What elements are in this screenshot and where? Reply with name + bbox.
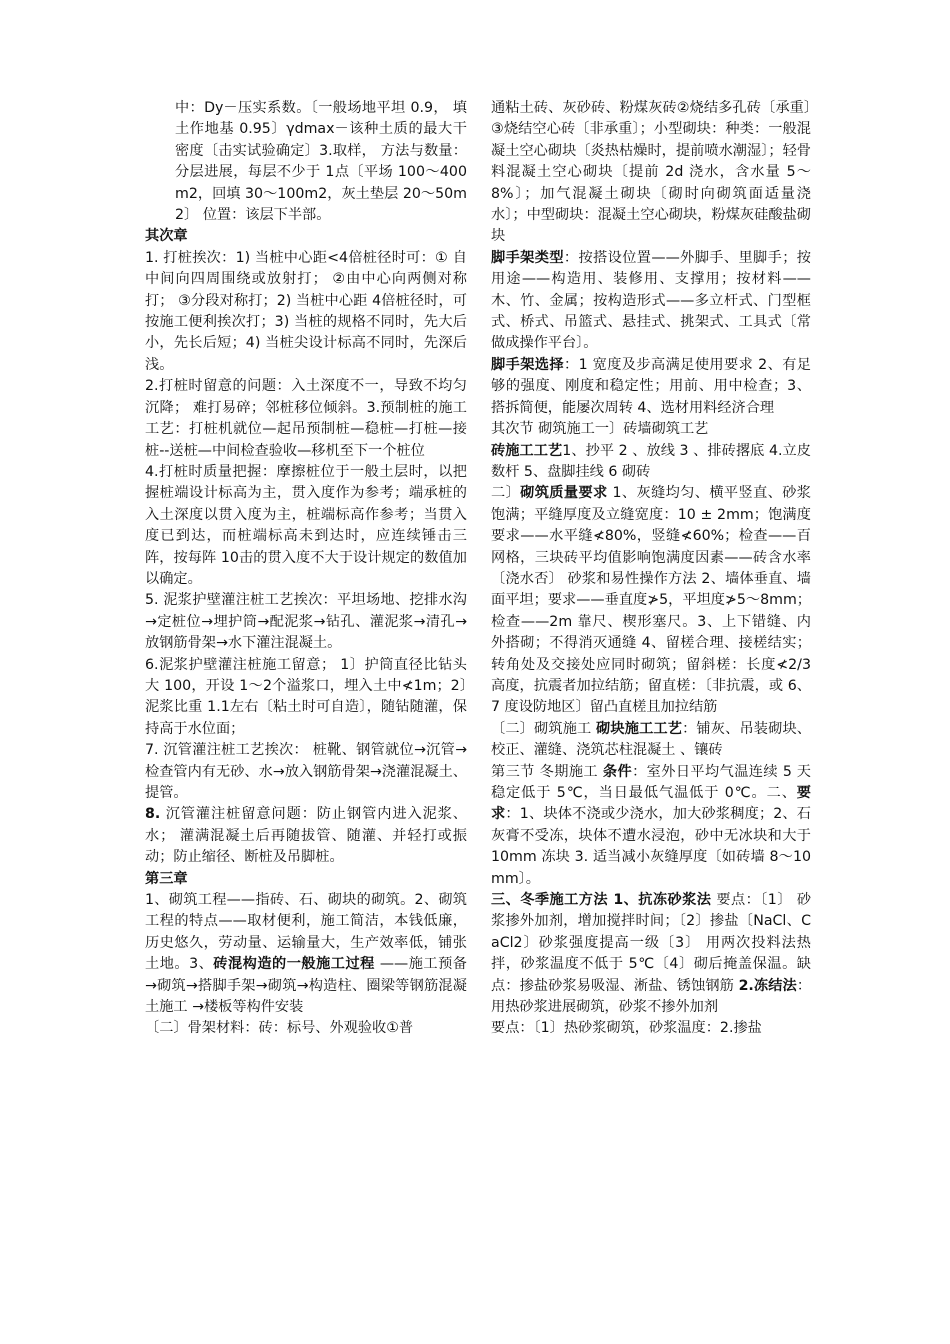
chapter-2-heading: 其次章: [145, 228, 188, 245]
scaffold-types-paragraph: [491, 248, 811, 355]
brick-process-text: 1、抄平 2 、放线 3 、排砖撂底 4.立皮数杆 5、盘脚挂线 6 砌砖: [491, 442, 811, 480]
chapter-3-heading: 第三章: [145, 870, 188, 887]
winter-requirements-text: ：1、块体不浇或少浇水，加大砂浆稠度；2、石灰膏不受冻，块体不遭水浸泡，砂中无冰块和大于 10mm 冻块 3. 适当减小灰缝厚度〔如砖墙 8～10mm〕。: [491, 806, 811, 887]
compaction-paragraph: 中：Dy－压实系数。〔一般场地平坦 0.9， 填土作地基 0.95〕γdmax－该种土质的最大干密度〔击实试验确定〕3.取样， 方法与数量：分层进展，每层不少于 1点〔平场 100～400m2，回填 30～100m2，灰土垫层 20～50m2〕 位置：该层下半部。: [175, 100, 467, 224]
scaffold-types-title: 脚手架类型: [491, 249, 564, 266]
masonry-process-title: 砖混构造的一般施工过程: [213, 956, 375, 973]
tube-pile-notes-paragraph: [145, 804, 467, 868]
winter-methods-title: 三、冬季施工方法 1、抗冻砂浆法: [491, 892, 712, 909]
tube-pile-notes-number: 8.: [145, 806, 161, 823]
pile-driving-issues-paragraph: 2.打桩时留意的问题：入土深度不一，导致不均匀沉降； 难打易碎；邻桩移位倾斜。3.预制桩的施工工艺：打桩机就位—起吊预制桩—稳桩—打桩—接桩--送桩—中间检查验收—移机至下一个桩位: [145, 378, 467, 459]
antifreeze-mortar-text: 要点：〔1〕 砂浆掺外加剂，增加搅拌时间；〔2〕掺盐〔NaCl、CaCl2〕砂浆强度提高一级〔3〕 用两次投料法热拌，砂浆温度不低于 5℃〔4〕砌后掩盖保温。缺点：掺盐砂浆易吸湿、淅盐、锈蚀钢筋: [491, 892, 812, 994]
freezing-method-points-paragraph: 要点：〔1〕热砂浆砌筑，砂浆温度：2.掺盐: [491, 1020, 762, 1037]
brick-process-title: 砖施工工艺: [491, 442, 563, 459]
tube-pile-notes-text: 沉管灌注桩留意问题：防止钢管内进入泥浆、水； 灌满混凝土后再随拔管、随灌、并轻打或振动；防止缩径、断桩及吊脚桩。: [145, 806, 467, 866]
slurry-pile-process-paragraph: 5. 泥浆护壁灌注桩工艺挨次：平坦场地、挖排水沟→定桩位→埋护筒→配泥浆→钻孔、灌泥浆→清孔→放钢筋骨架→水下灌注混凝土。: [145, 592, 467, 652]
winter-methods-paragraph: [491, 890, 811, 1018]
block-process-title: 砌块施工工艺: [596, 720, 683, 737]
masonry-intro-paragraph: [145, 890, 467, 1018]
winter-section-prefix: 第三节 冬期施工: [491, 763, 603, 780]
winter-construction-paragraph: [491, 762, 811, 890]
pile-driving-order-paragraph: 1. 打桩挨次：1) 当桩中心距<4倍桩径时可：① 自中间向四周围绕或放射打； ②由中心向两侧对称打； ③分段对称打；2) 当桩中心距 4倍桩径时，可按施工便利挨次打；3) 当桩的规格不同时，先大后小，先长后短；4) 当桩尖设计标高不同时，先深后浅。: [145, 249, 467, 373]
brick-process-paragraph: [491, 441, 811, 484]
frame-materials-paragraph: 〔二〕骨架材料：砖：标号、外观验收①普: [145, 1020, 414, 1037]
freezing-method-text: ：用热砂浆进展砌筑，砂浆不掺外加剂: [491, 977, 812, 1016]
winter-conditions-title: 条件: [602, 763, 633, 780]
section-2-heading: 其次节 砌筑施工一〕砖墙砌筑工艺: [491, 421, 709, 438]
masonry-quality-text: 1、灰缝均匀、横平竖直、砂浆饱满；平缝厚度及立缝宽度：10 ± 2mm；饱满度要求——水平缝≮80%，竖缝≮60%；检查——百网格，三块砖平均值影响饱满度因素——砖含水率〔浇水否〕 砂浆和易性操作方法 2、墙体垂直、墙面平坦；要求——垂直度≯5，平坦度≯5～8mm； 检查——2m 靠尺、楔形塞尺。3、上下错缝、内外搭砌；不得消灭通缝 4、留槎合理、接槎结实；转角处及交接处应同时砌筑；留斜槎：长度≮2/3 高度，抗震者加拉结筋；留直槎：〔非抗震，或 6、7 度设防地区〕留凸直槎且加拉结筋: [491, 485, 811, 716]
freezing-method-title: 2.冻结法: [738, 977, 797, 994]
slurry-pile-notes-paragraph: 6.泥浆护壁灌注桩施工留意； 1〕护筒直径比钻头大 100，开设 1～2个溢浆口，埋入土中≮1m；2〕泥浆比重 1.1左右〔粘土时可自造〕，随钻随灌，保持高于水位面；: [145, 656, 467, 737]
right-column: [491, 98, 811, 1040]
masonry-quality-paragraph: [491, 483, 811, 718]
masonry-quality-title: 砌筑质量要求: [520, 485, 608, 502]
left-column: [145, 98, 467, 1040]
masonry-quality-prefix: 二〕: [491, 485, 521, 502]
scaffold-selection-text: ：1 宽度及步高满足使用要求 2、有足够的强度、刚度和稳定性；用前、用中检查；3、搭拆简便，能屡次周转 4、选材用料经济合理: [491, 356, 811, 416]
masonry-intro-text: 1、砌筑工程——指砖、石、砌块的砌筑。2、砌筑工程的特点——取材便利，施工简洁，本钱低廉，历史悠久，劳动量、运输量大，生产效率低，铺张土地。3、: [145, 892, 467, 973]
block-process-paragraph: [491, 719, 811, 762]
winter-requirements-title: 要求: [491, 785, 811, 823]
scaffold-selection-title: 脚手架选择: [491, 356, 565, 373]
block-process-text: ：铺灰、吊装砌块、校正、灌缝、浇筑芯柱混凝土 、镶砖: [491, 720, 811, 759]
tube-pile-process-paragraph: 7. 沉管灌注桩工艺挨次： 桩靴、钢管就位→沉管→检查管内有无砂、水→放入钢筋骨架→浇灌混凝土、提管。: [145, 742, 467, 801]
masonry-process-text: ——施工预备→砌筑→搭脚手架→砌筑→构造柱、圈梁等钢筋混凝土施工 →楼板等构件安装: [145, 956, 467, 1016]
scaffold-selection-paragraph: [491, 355, 811, 419]
scaffold-types-text: ：按搭设位置——外脚手、里脚手；按用途——构造用、装修用、支撑用；按材料——木、竹、金属；按构造形式——多立杆式、门型框式、桥式、吊篮式、悬挂式、挑架式、工具式〔常做成操作平台〕。: [491, 249, 811, 352]
brick-types-paragraph: 通粘土砖、灰砂砖、粉煤灰砖②烧结多孔砖〔承重〕③烧结空心砖〔非承重〕；小型砌块：种类：一般混凝土空心砌块〔炎热枯燥时，提前喷水潮湿〕；轻骨料混凝土空心砌块〔提前 2d 浇水，含水量 5～8%〕；加气混凝土砌块〔砌时向砌筑面适量浇水〕；中型砌块：混凝土空心砌块，粉煤灰硅酸盐砌块: [491, 100, 811, 245]
pile-quality-control-paragraph: 4.打桩时质量把握：摩擦桩位于一般土层时，以把握桩端设计标高为主，贯入度作为参考；端承桩的入土深度以贯入度为主，桩端标高作参考；当贯入度已到达，而桩端标高未到达时，应连续锤击三阵，按每阵 10击的贯入度不大于设计规定的数值加以确定。: [145, 463, 467, 587]
block-process-prefix: 〔二〕砌筑施工: [491, 720, 597, 737]
winter-conditions-text: ：室外日平均气温连续 5 天稳定低于 5℃，当日最低气温低于 0℃。二、: [491, 763, 811, 801]
